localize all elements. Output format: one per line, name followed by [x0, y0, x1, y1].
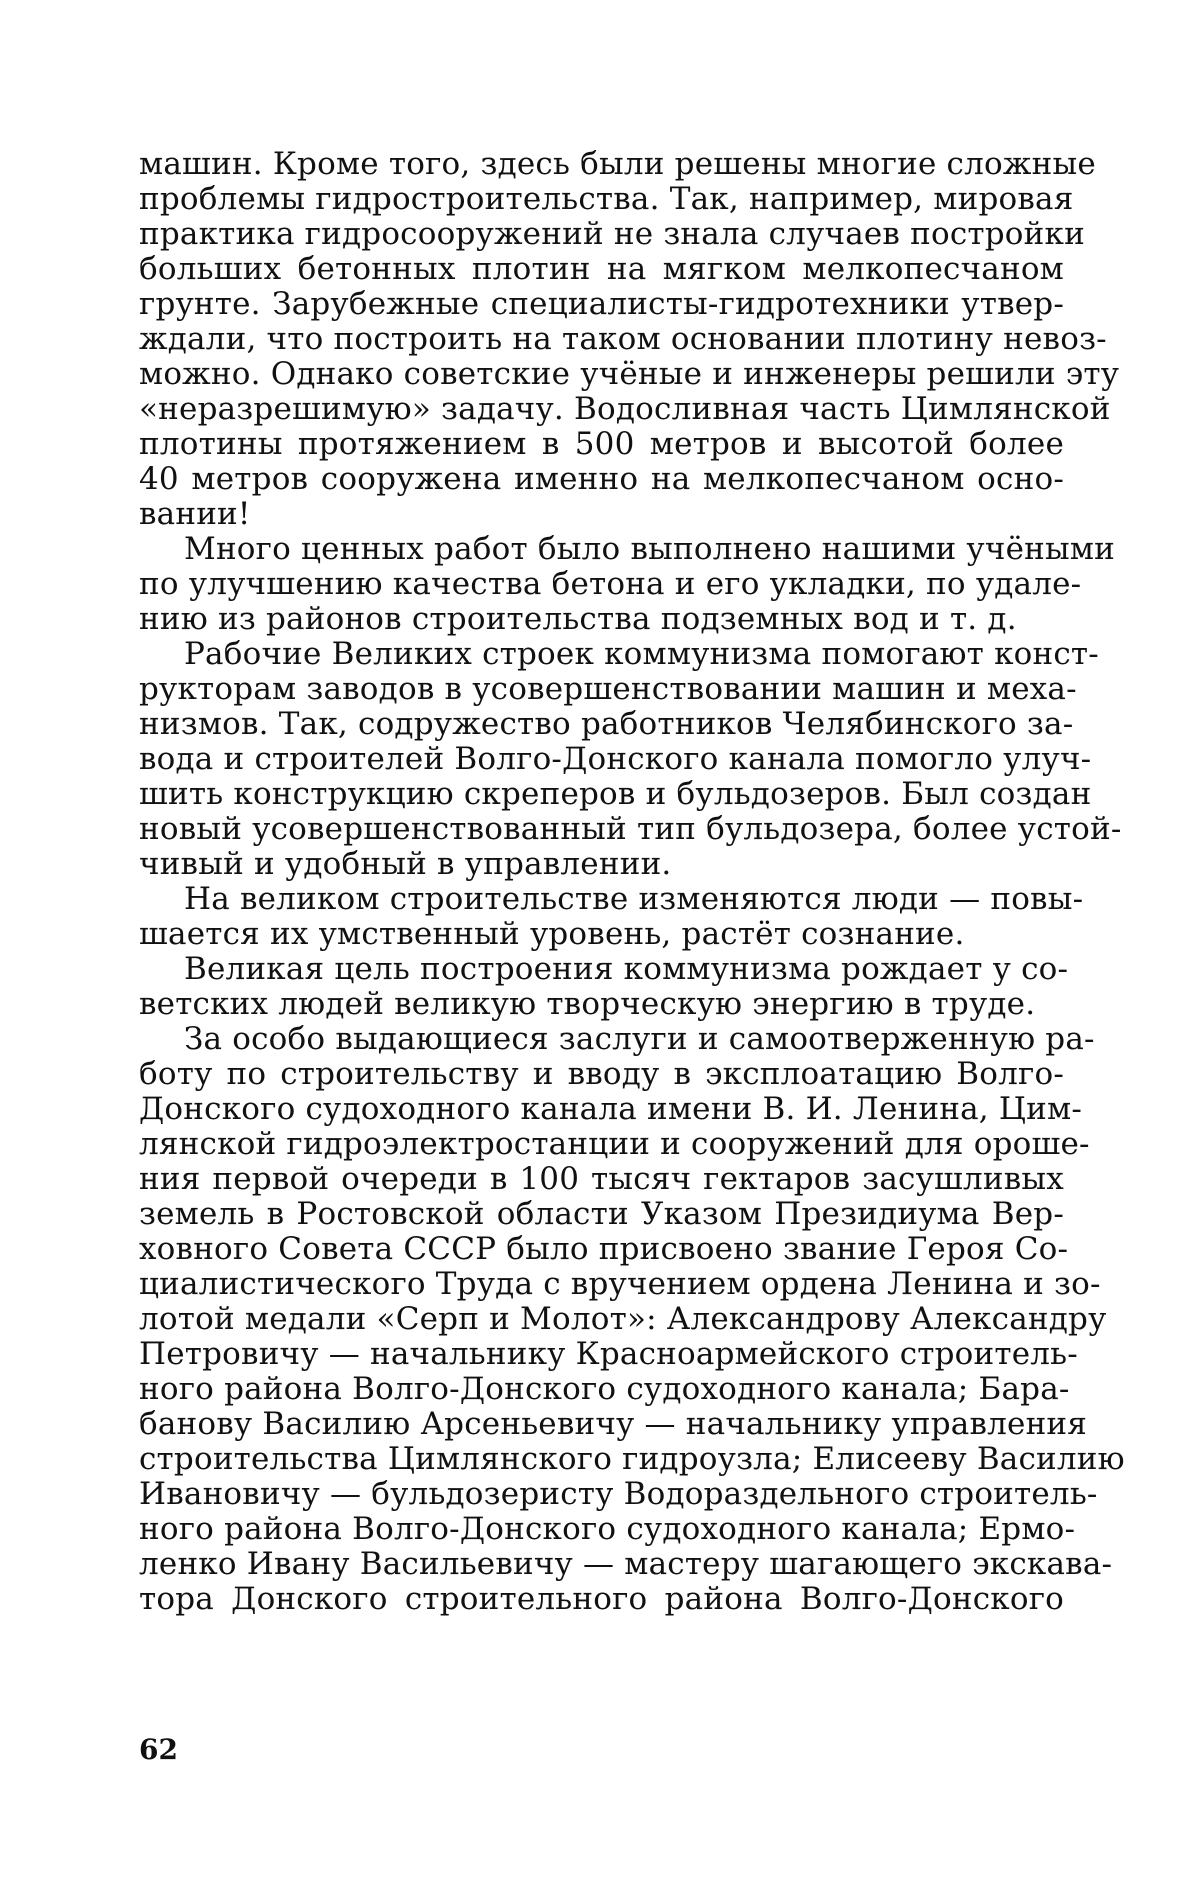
- text-line: За особо выдающиеся заслуги и самоотверженную ра-: [184, 1021, 1095, 1057]
- text-line: грунте. Зарубежные специалисты-гидротехники утвер-: [139, 286, 1064, 322]
- text-line: чивый и удобный в управлении.: [139, 846, 672, 882]
- text-line: низмов. Так, содружество работников Челябинского за-: [139, 706, 1074, 742]
- page-number: 62: [139, 1733, 178, 1766]
- text-line: циалистического Труда с вручением ордена Ленина и зо-: [139, 1266, 1101, 1302]
- body-text: [139, 146, 1125, 1617]
- text-line: ного района Волго-Донского судоходного канала; Бара-: [139, 1371, 1070, 1407]
- text-line: лотой медали «Серп и Молот»: Александрову Александру: [139, 1301, 1107, 1337]
- text-line: рукторам заводов в усовершенствовании машин и меха-: [139, 671, 1077, 707]
- text-line: можно. Однако советские учёные и инженеры решили эту: [139, 356, 1120, 392]
- text-line: проблемы гидростроительства. Так, например, мировая: [139, 181, 1074, 217]
- text-line: Много ценных работ было выполнено нашими учёными: [184, 531, 1116, 567]
- text-line: На великом строительстве изменяются люди — повы-: [184, 881, 1084, 917]
- text-line: Ивановичу — бульдозеристу Водораздельного строитель-: [139, 1476, 1098, 1512]
- text-line: вании!: [139, 496, 251, 532]
- text-line: Петровичу — начальнику Красноармейского строитель-: [139, 1336, 1078, 1372]
- text-line: ждали, что построить на таком основании плотину невоз-: [139, 321, 1107, 357]
- text-line: ленко Ивану Васильевичу — мастеру шагающего экскава-: [139, 1546, 1113, 1582]
- text-line: банову Василию Арсеньевичу — начальнику управления: [139, 1406, 1088, 1442]
- text-line: Рабочие Великих строек коммунизма помогают конст-: [184, 636, 1099, 672]
- text-line: по улучшению качества бетона и его укладки, по удале-: [139, 566, 1082, 602]
- text-line: ховного Совета СССР было присвоено звание Героя Со-: [139, 1231, 1069, 1267]
- text-line: лянской гидроэлектростанции и сооружений для ороше-: [139, 1126, 1090, 1162]
- text-line: ния первой очереди в 100 тысяч гектаров засушливых: [139, 1161, 1064, 1197]
- text-line: вода и строителей Волго-Донского канала помогло улуч-: [139, 741, 1092, 777]
- text-line: шить конструкцию скреперов и бульдозеров. Был создан: [139, 776, 1092, 812]
- text-line: шается их умственный уровень, растёт сознание.: [139, 916, 965, 952]
- text-line: ного района Волго-Донского судоходного канала; Ермо-: [139, 1511, 1076, 1547]
- text-line: нию из районов строительства подземных вод и т. д.: [139, 601, 1017, 637]
- text-line: «неразрешимую» задачу. Водосливная часть Цимлянской: [139, 391, 1111, 427]
- text-line: ветских людей великую творческую энергию в труде.: [139, 986, 1036, 1022]
- text-line: плотины протяжением в 500 метров и высотой более: [139, 426, 1064, 462]
- text-line: практика гидросооружений не знала случаев постройки: [139, 216, 1085, 252]
- text-line: земель в Ростовской области Указом Президиума Вер-: [139, 1196, 1064, 1232]
- text-line: новый усовершенствованный тип бульдозера, более устой-: [139, 811, 1122, 847]
- text-line: 40 метров сооружена именно на мелкопесчаном осно-: [139, 461, 1064, 497]
- text-line: боту по строительству и вводу в эксплоатацию Волго-: [139, 1056, 1064, 1092]
- text-line: Великая цель построения коммунизма рождает у со-: [184, 951, 1069, 987]
- text-line: машин. Кроме того, здесь были решены многие сложные: [139, 146, 1096, 182]
- text-line: тора Донского строительного района Волго-Донского: [139, 1581, 1064, 1617]
- text-line: строительства Цимлянского гидроузла; Елисееву Василию: [139, 1441, 1125, 1477]
- text-line: больших бетонных плотин на мягком мелкопесчаном: [139, 251, 1064, 287]
- text-line: Донского судоходного канала имени В. И. Ленина, Цим-: [139, 1091, 1082, 1127]
